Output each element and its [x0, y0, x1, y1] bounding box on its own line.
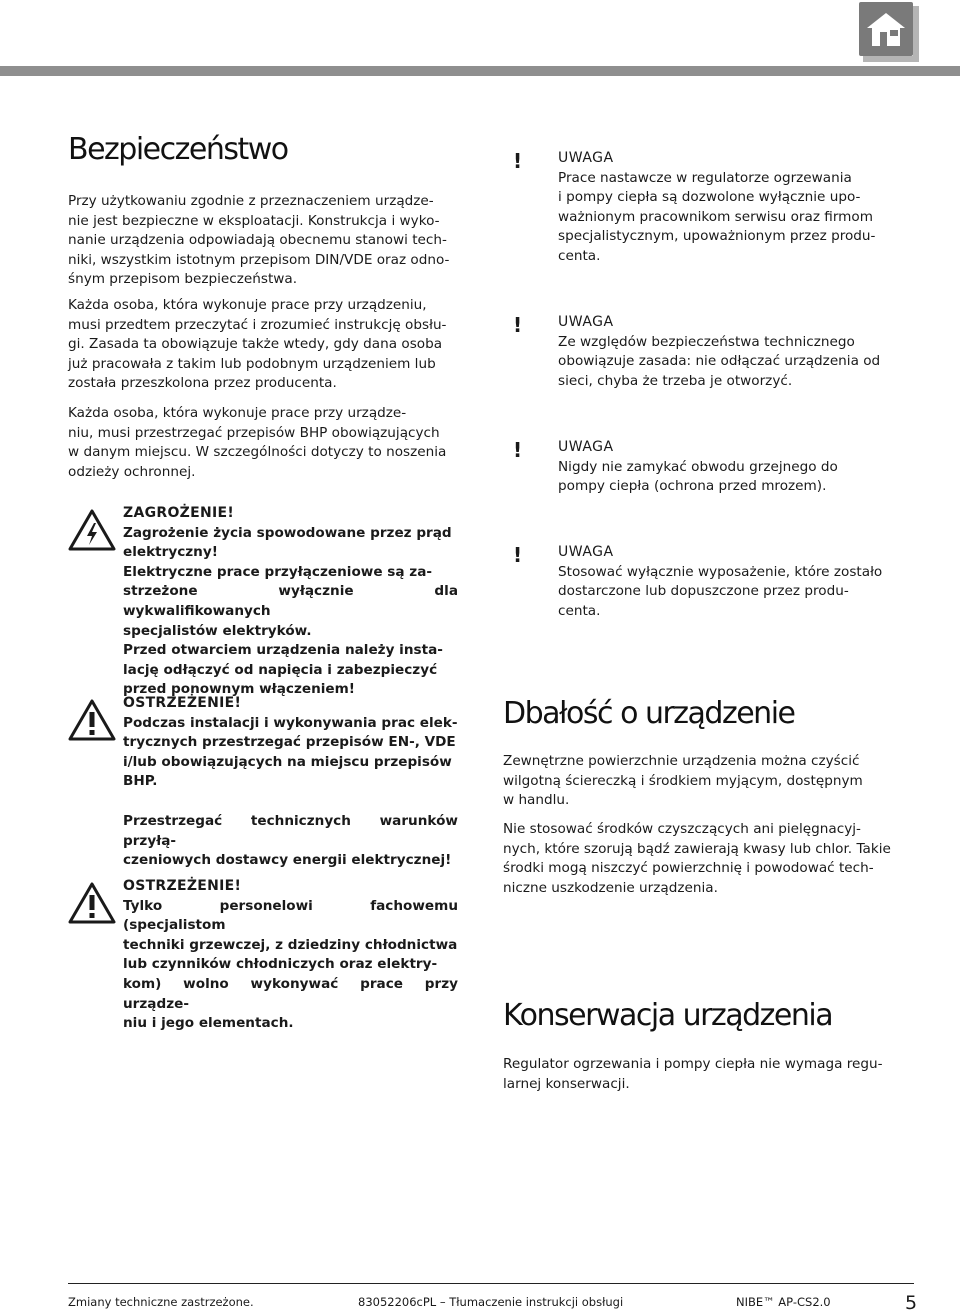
text-line: czeniowych dostawcy energii elektrycznej! — [123, 852, 452, 869]
text-line: obowiązuje zasada: nie odłączać urządzenia od — [558, 353, 881, 370]
text-line: kom) wolno wykonywać prace przy urządze- — [123, 975, 458, 1012]
text-line: Prace nastawcze w regulatorze ogrzewania — [558, 169, 852, 186]
exclamation-icon: ! — [513, 313, 523, 337]
text-line: śnym przepisom bezpieczeństwa. — [68, 271, 298, 288]
text-line: już pracowała z takim lub podobnym urządzeniem lub — [68, 355, 436, 372]
warning-notice-1 — [68, 694, 458, 871]
exclamation-icon: ! — [513, 543, 523, 567]
text-line: elektryczny! — [123, 544, 218, 561]
text-line: Każda osoba, która wykonuje prace przy urządzeniu, — [68, 297, 427, 313]
text-line: Każda osoba, która wykonuje prace przy urządze- — [68, 405, 407, 421]
caution-heading: UWAGA — [558, 439, 614, 455]
text-line: techniki grzewczej, z dziedziny chłodnictwa — [123, 936, 458, 953]
text-line: Nie stosować środków czyszczących ani pielęgnacyj- — [503, 821, 861, 837]
footer-product: NIBE™ AP-CS2.0 — [736, 1295, 831, 1309]
warning-icon — [68, 698, 116, 742]
instructions-paragraph — [68, 296, 458, 394]
header-bar — [0, 66, 960, 76]
text-line: niki, wszystkim istotnym przepisom DIN/VDE oraz odno- — [68, 251, 450, 268]
home-button-shadow-bottom — [863, 56, 919, 62]
page-footer — [0, 1280, 960, 1313]
intro-paragraph — [68, 192, 458, 290]
home-icon — [859, 2, 913, 56]
text-line: odzieży ochronnej. — [68, 463, 196, 480]
text-line: Tylko personelowi fachowemu (specjalistom — [123, 897, 458, 934]
left-column — [68, 132, 458, 1032]
warning-heading: OSTRZEŻENIE! — [123, 695, 242, 711]
text-line: Przed otwarciem urządzenia należy insta- — [123, 642, 443, 659]
home-button[interactable] — [859, 2, 913, 56]
text-line: nanie urządzenia odpowiadają obecnemu stanowi tech- — [68, 232, 447, 249]
text-line: specjalistów elektryków. — [123, 622, 312, 639]
text-line: dostarczone lub dopuszczone przez produ- — [558, 583, 849, 600]
danger-notice — [68, 504, 458, 700]
footer-doc-number: 83052206cPL – Tłumaczenie instrukcji obsługi — [358, 1295, 624, 1309]
text-line: nych, które szorują bądź zawierają kwasy lub chlor. Takie — [503, 840, 891, 857]
caution-note-2 — [503, 313, 893, 391]
warning-notice-2 — [68, 877, 458, 1034]
bhp-paragraph — [68, 404, 458, 482]
exclamation-icon: ! — [513, 438, 523, 462]
section-title-safety: Bezpieczeństwo — [68, 132, 288, 167]
text-line: Przy użytkowaniu zgodnie z przeznaczeniem urządze- — [68, 193, 434, 209]
text-line: pompy ciepła (ochrona przed mrozem). — [558, 478, 827, 495]
caution-heading: UWAGA — [558, 544, 614, 560]
text-line: centa. — [558, 602, 601, 619]
caution-heading: UWAGA — [558, 314, 614, 330]
text-line: ważnionym pracownikom serwisu oraz firmom — [558, 208, 873, 225]
text-line: trycznych przestrzegać przepisów EN-, VDE — [123, 734, 456, 751]
danger-heading: ZAGROŻENIE! — [123, 505, 235, 521]
text-line: gi. Zasada ta obowiązuje także wtedy, gdy dana osoba — [68, 336, 443, 353]
text-line: i pompy ciepła są dozwolone wyłącznie upo- — [558, 189, 861, 206]
text-line: Nigdy nie zamykać obwodu grzejnego do — [558, 458, 838, 475]
text-line: Stosować wyłącznie wyposażenie, które zostało — [558, 563, 883, 580]
text-line: została przeszkolona przez producenta. — [68, 375, 337, 392]
text-line: nie jest bezpieczne w eksploatacji. Konstrukcja i wyko- — [68, 212, 440, 229]
text-line: niczne uszkodzenie urządzenia. — [503, 879, 718, 896]
footer-divider — [68, 1283, 914, 1284]
text-line: lację odłączyć od napięcia i zabezpieczyć — [123, 661, 438, 678]
text-line: larnej konserwacji. — [503, 1075, 630, 1092]
text-line: strzeżone wyłącznie dla wykwalifikowanych — [123, 583, 458, 619]
page-number: 5 — [905, 1292, 918, 1314]
text-line: w handlu. — [503, 792, 570, 809]
text-line: przed ponownym włączeniem! — [123, 681, 355, 698]
text-line: BHP. — [123, 773, 158, 790]
caution-note-4 — [503, 543, 893, 621]
text-line: Przestrzegać technicznych warunków przyłą- — [123, 812, 458, 849]
footer-note: Zmiany techniczne zastrzeżone. — [68, 1295, 254, 1309]
text-line: wilgotną ściereczką i środkiem myjącym, dostępnym — [503, 772, 863, 789]
text-line: Regulator ogrzewania i pompy ciepła nie wymaga regu- — [503, 1056, 883, 1072]
home-button-shadow — [913, 6, 919, 60]
text-line: w danym miejscu. W szczególności dotyczy to noszenia — [68, 444, 447, 461]
caution-note-1 — [503, 149, 893, 267]
section-title-maintenance: Konserwacja urządzenia — [503, 998, 833, 1033]
exclamation-icon: ! — [513, 149, 523, 173]
warning-icon — [68, 881, 116, 925]
text-line: niu, musi przestrzegać przepisów BHP obowiązujących — [68, 424, 440, 441]
text-line: i/lub obowiązujących na miejscu przepisów — [123, 753, 452, 770]
electric-hazard-icon — [68, 508, 116, 552]
text-line: Elektryczne prace przyłączeniowe są za- — [123, 563, 433, 580]
text-line: centa. — [558, 247, 601, 264]
caution-heading: UWAGA — [558, 150, 614, 166]
care-paragraph-1 — [503, 752, 893, 811]
text-line: musi przedtem przeczytać i zrozumieć instrukcję obsłu- — [68, 316, 447, 333]
section-title-care: Dbałość o urządzenie — [503, 696, 795, 731]
text-line: sieci, chyba że trzeba je otworzyć. — [558, 372, 793, 389]
text-line: środki mogą niszczyć powierzchnię i powodować tech- — [503, 860, 874, 877]
text-line: Ze względów bezpieczeństwa technicznego — [558, 333, 855, 350]
text-line: specjalistycznym, upoważnionym przez produ- — [558, 228, 876, 245]
maintenance-paragraph — [503, 1055, 893, 1094]
care-paragraph-2 — [503, 820, 893, 898]
warning-heading: OSTRZEŻENIE! — [123, 878, 242, 894]
caution-note-3 — [503, 438, 893, 497]
text-line: Podczas instalacji i wykonywania prac elek- — [123, 714, 458, 731]
text-line: Zagrożenie życia spowodowane przez prąd — [123, 524, 452, 541]
text-line: lub czynników chłodniczych oraz elektry- — [123, 956, 438, 973]
text-line: Zewnętrzne powierzchnie urządzenia można czyścić — [503, 753, 860, 769]
text-line: niu i jego elementach. — [123, 1015, 294, 1032]
